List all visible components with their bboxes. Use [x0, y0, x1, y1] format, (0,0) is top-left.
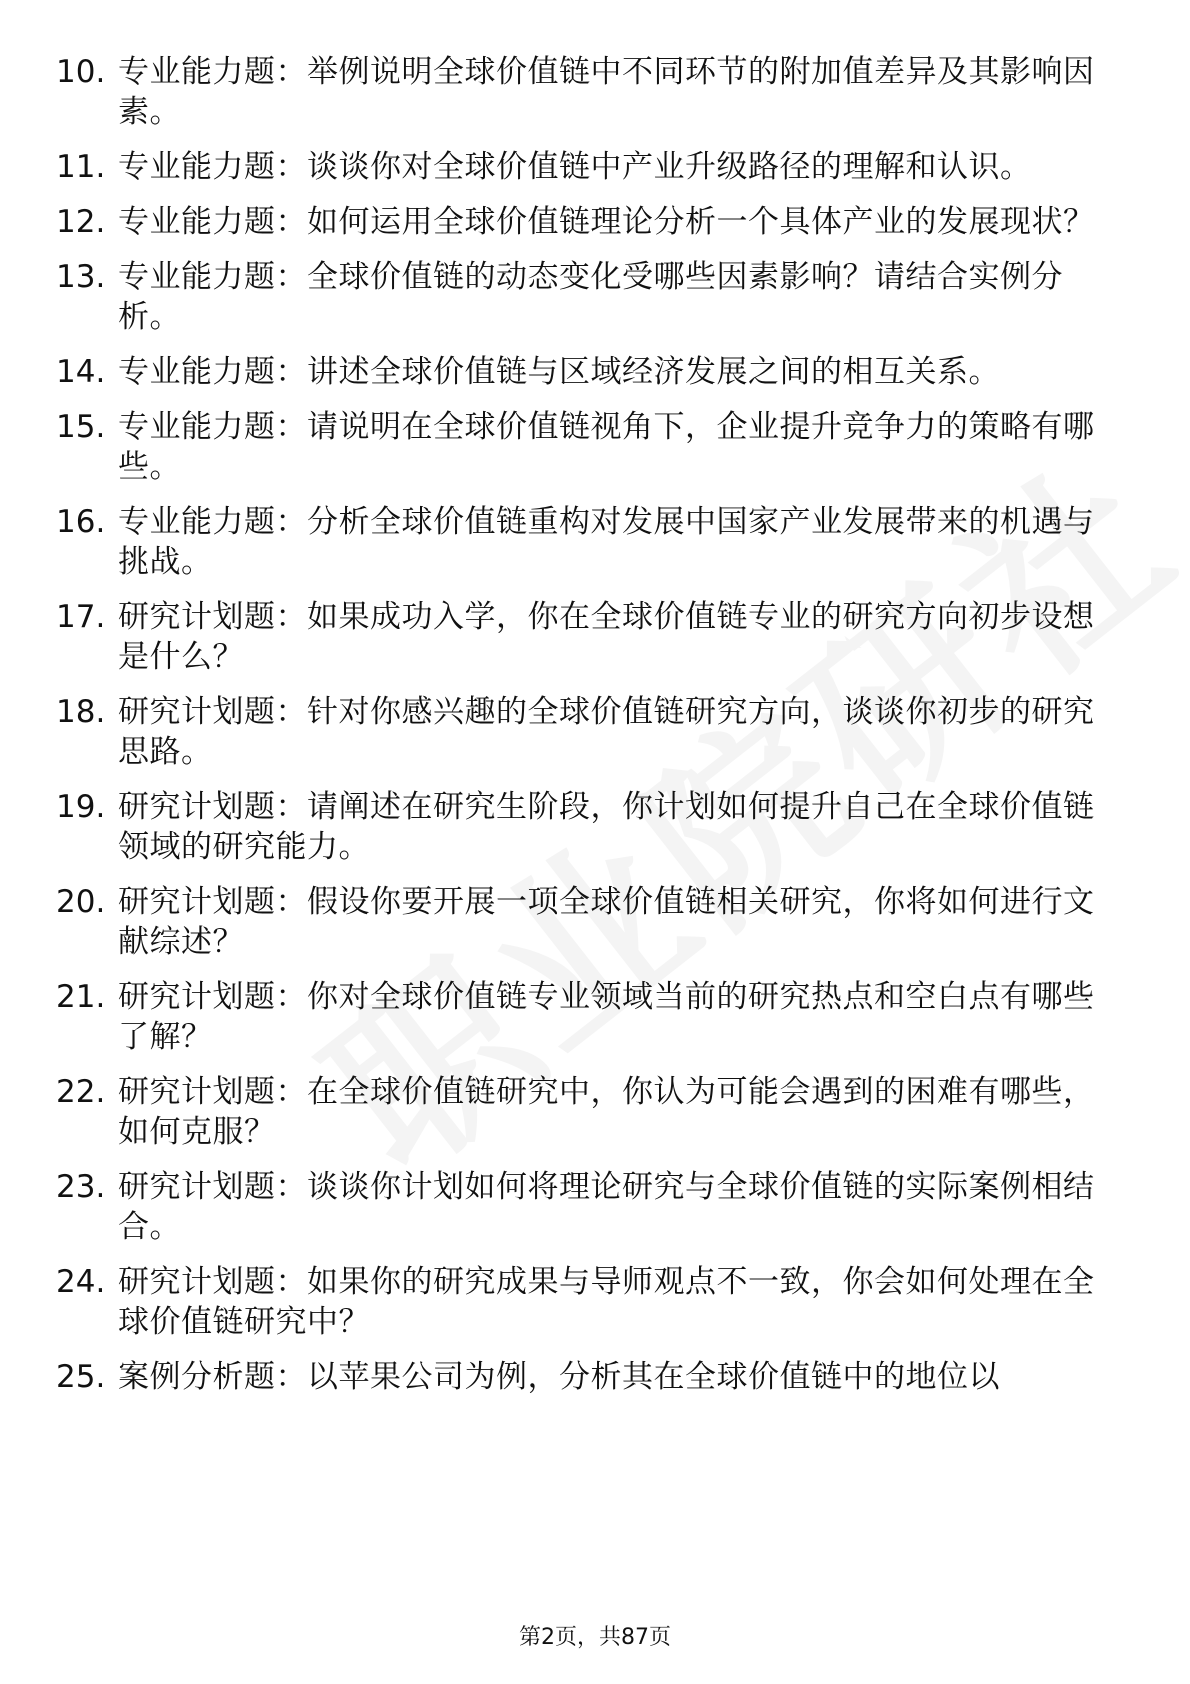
question-number: 19.	[56, 789, 106, 825]
question-text: 专业能力题：谈谈你对全球价值链中产业升级路径的理解和认识。	[118, 149, 1032, 185]
question-item	[56, 202, 1116, 242]
question-text: 专业能力题：讲述全球价值链与区域经济发展之间的相互关系。	[118, 354, 1000, 390]
question-item	[56, 597, 1116, 677]
question-text: 研究计划题：假设你要开展一项全球价值链相关研究，你将如何进行文献综述？	[118, 884, 1095, 960]
question-item	[56, 1072, 1116, 1152]
question-number: 23.	[56, 1169, 106, 1205]
question-item	[56, 692, 1116, 772]
question-number: 21.	[56, 979, 106, 1015]
question-text: 研究计划题：在全球价值链研究中，你认为可能会遇到的困难有哪些，如何克服？	[118, 1074, 1095, 1150]
question-item	[56, 502, 1116, 582]
question-number: 20.	[56, 884, 106, 920]
question-item	[56, 882, 1116, 962]
question-item	[56, 787, 1116, 867]
question-number: 13.	[56, 259, 106, 295]
question-item	[56, 52, 1116, 132]
question-number: 16.	[56, 504, 106, 540]
question-number: 11.	[56, 149, 106, 185]
question-item	[56, 977, 1116, 1057]
question-number: 14.	[56, 354, 106, 390]
question-text: 专业能力题：如何运用全球价值链理论分析一个具体产业的发展现状？	[118, 204, 1095, 240]
question-item	[56, 257, 1116, 337]
question-item	[56, 1262, 1116, 1342]
page-footer: 第2页，共87页	[519, 1625, 671, 1650]
question-text: 专业能力题：请说明在全球价值链视角下，企业提升竞争力的策略有哪些。	[118, 409, 1095, 485]
question-text: 研究计划题：如果你的研究成果与导师观点不一致，你会如何处理在全球价值链研究中？	[118, 1264, 1095, 1340]
question-item	[56, 1167, 1116, 1247]
question-item	[56, 147, 1116, 187]
question-number: 25.	[56, 1359, 106, 1395]
question-item	[56, 1357, 1116, 1397]
question-text: 研究计划题：谈谈你计划如何将理论研究与全球价值链的实际案例相结合。	[118, 1169, 1095, 1245]
question-number: 10.	[56, 54, 106, 90]
question-number: 12.	[56, 204, 106, 240]
question-list	[56, 52, 1116, 1412]
question-number: 24.	[56, 1264, 106, 1300]
question-number: 17.	[56, 599, 106, 635]
question-number: 18.	[56, 694, 106, 730]
question-text: 研究计划题：如果成功入学，你在全球价值链专业的研究方向初步设想是什么？	[118, 599, 1095, 675]
question-number: 22.	[56, 1074, 106, 1110]
question-number: 15.	[56, 409, 106, 445]
question-text: 研究计划题：请阐述在研究生阶段，你计划如何提升自己在全球价值链领域的研究能力。	[118, 789, 1095, 865]
question-text: 专业能力题：举例说明全球价值链中不同环节的附加值差异及其影响因素。	[118, 54, 1095, 130]
question-text: 案例分析题：以苹果公司为例，分析其在全球价值链中的地位以	[118, 1359, 1000, 1395]
question-item	[56, 407, 1116, 487]
question-text: 专业能力题：分析全球价值链重构对发展中国家产业发展带来的机遇与挑战。	[118, 504, 1095, 580]
question-text: 研究计划题：针对你感兴趣的全球价值链研究方向，谈谈你初步的研究思路。	[118, 694, 1095, 770]
question-text: 研究计划题：你对全球价值链专业领域当前的研究热点和空白点有哪些了解？	[118, 979, 1095, 1055]
question-text: 专业能力题：全球价值链的动态变化受哪些因素影响？请结合实例分析。	[118, 259, 1063, 335]
question-item	[56, 352, 1116, 392]
